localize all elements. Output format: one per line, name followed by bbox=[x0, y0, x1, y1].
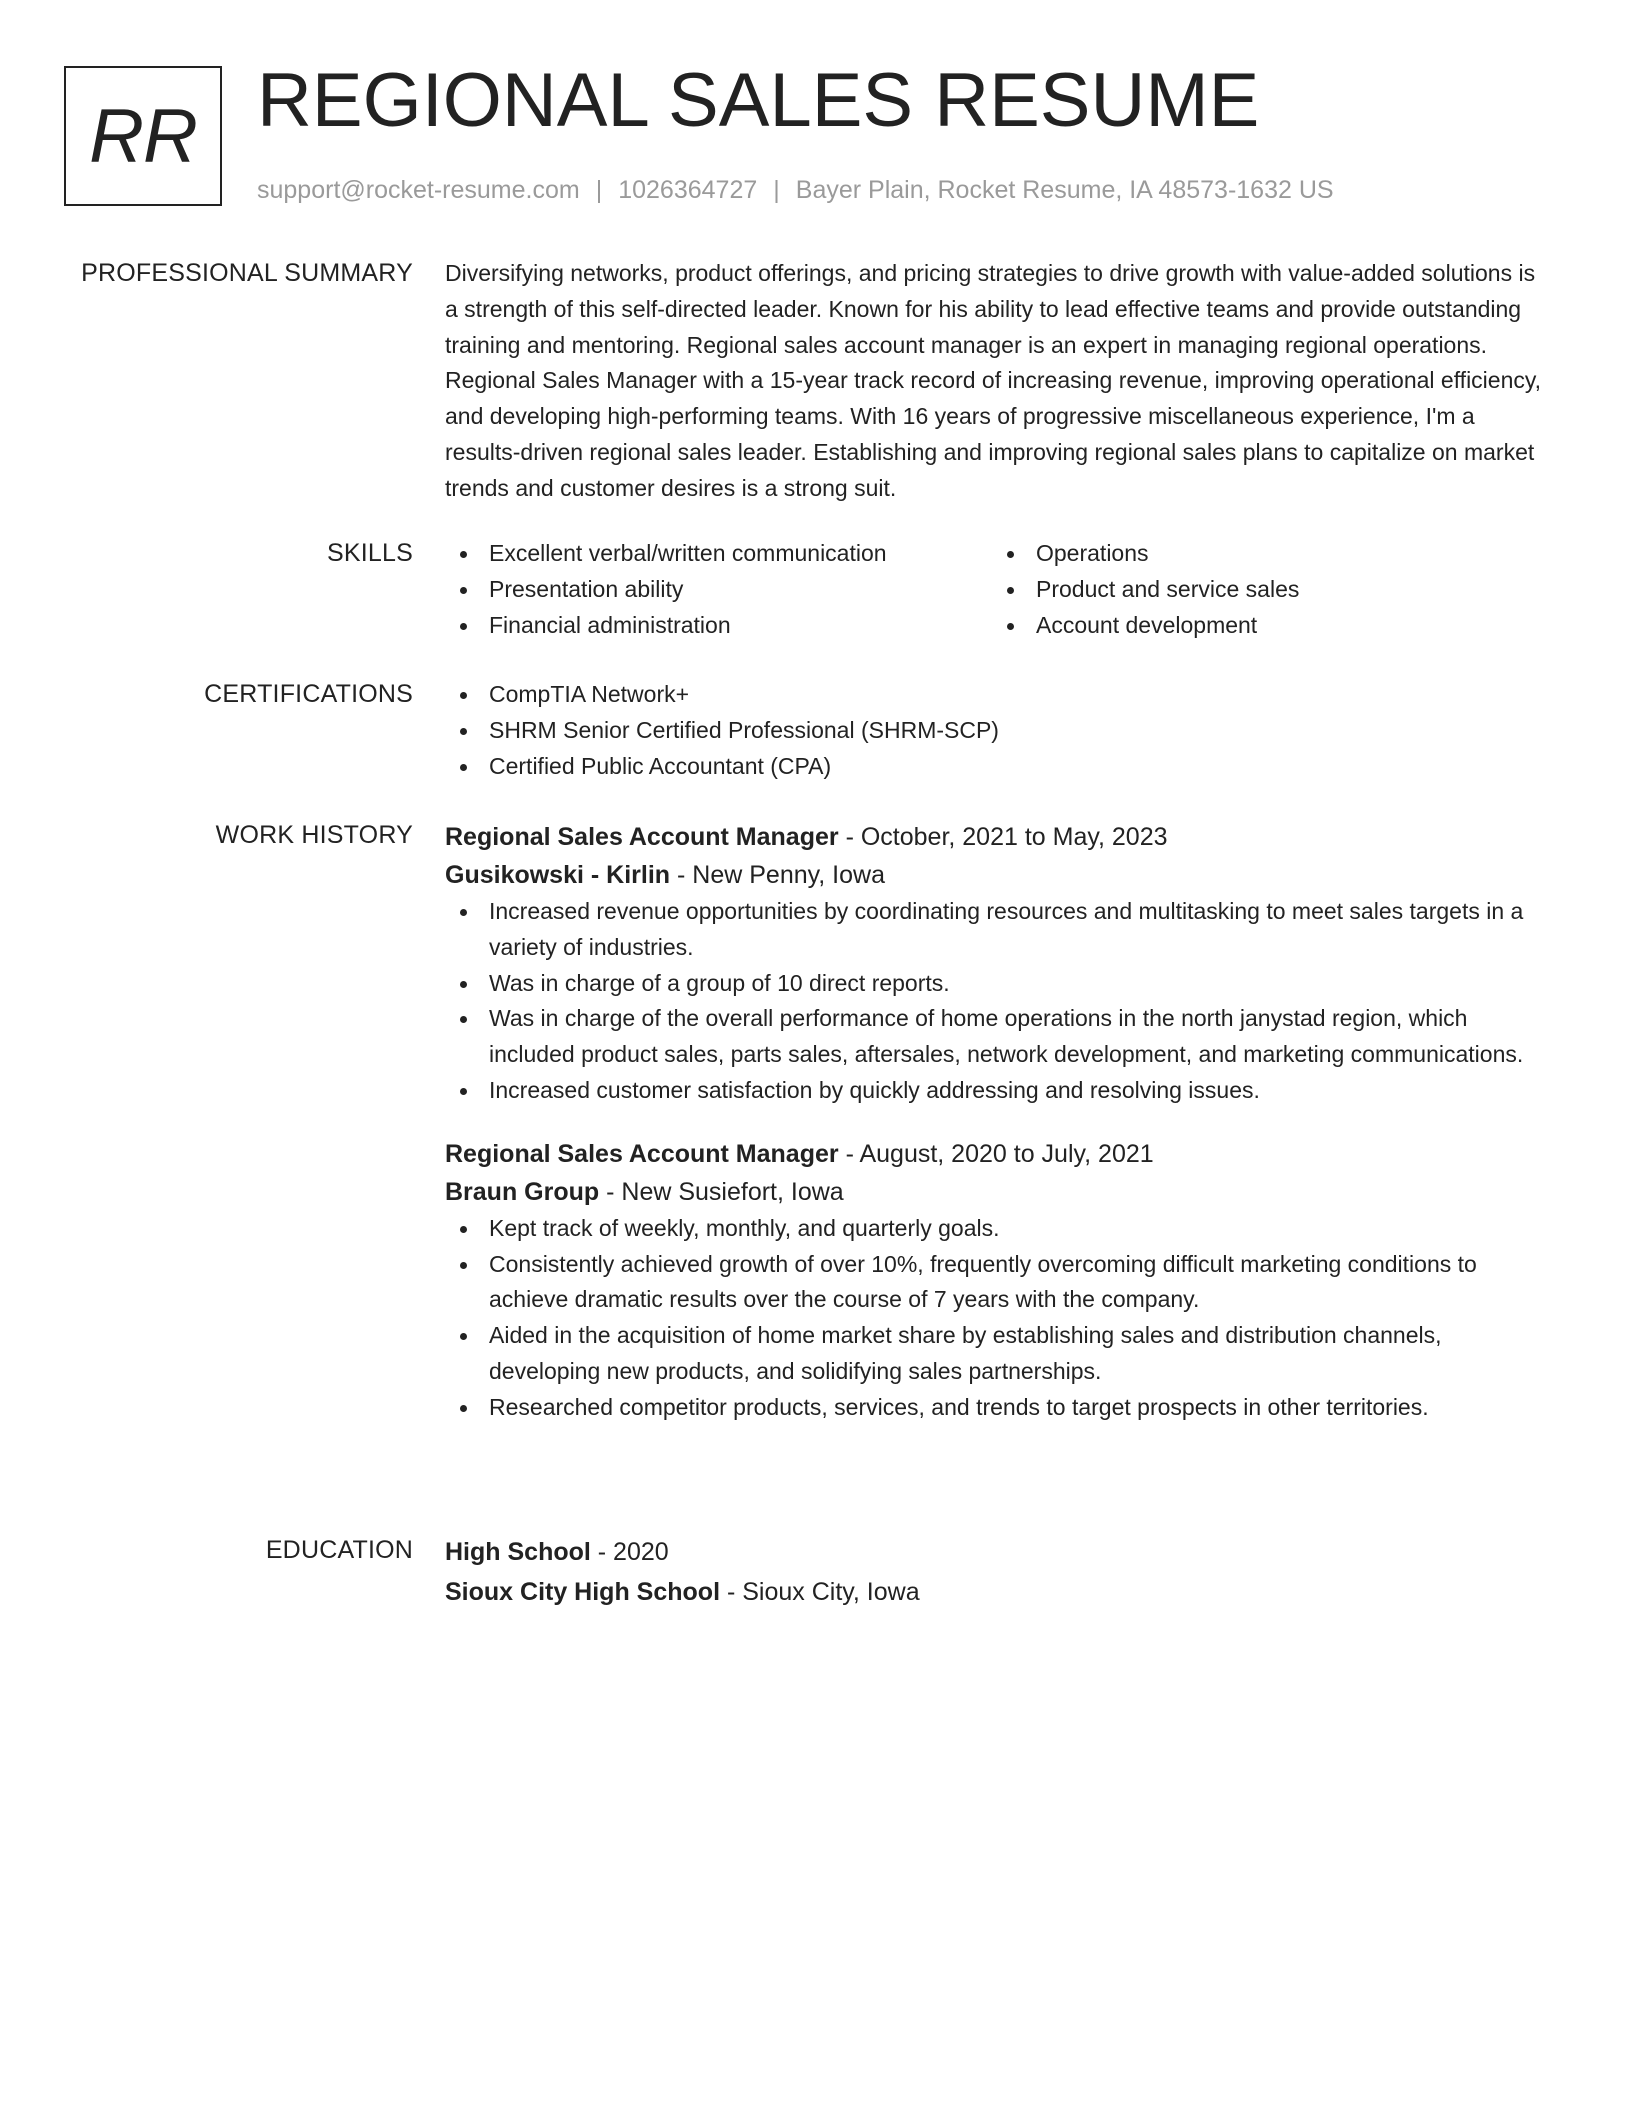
education-degree: High School bbox=[445, 1538, 591, 1566]
skills-heading: SKILLS bbox=[327, 539, 413, 567]
certification-item: SHRM Senior Certified Professional (SHRM-SCP) bbox=[445, 713, 1545, 749]
job-entry bbox=[445, 1135, 1545, 1426]
job-bullet: Kept track of weekly, monthly, and quarterly goals. bbox=[445, 1211, 1545, 1247]
education-heading: EDUCATION bbox=[265, 1536, 413, 1564]
skills-body bbox=[445, 536, 1545, 643]
certifications-body bbox=[445, 677, 1545, 784]
skills-list-left bbox=[445, 536, 992, 643]
education-body bbox=[445, 1533, 1545, 1611]
skill-item: Financial administration bbox=[445, 608, 992, 644]
skill-item: Presentation ability bbox=[445, 572, 992, 608]
job-bullet: Increased customer satisfaction by quickly addressing and resolving issues. bbox=[445, 1073, 1545, 1109]
job-bullet: Consistently achieved growth of over 10%, frequently overcoming difficult marketing conditions to achieve dramatic results over the course of 7 years with the company. bbox=[445, 1247, 1545, 1319]
monogram-logo: RR bbox=[64, 66, 222, 206]
job-title: Regional Sales Account Manager bbox=[445, 1139, 839, 1168]
contact-line bbox=[257, 174, 1334, 206]
job-bullets bbox=[445, 1211, 1545, 1426]
job-title: Regional Sales Account Manager bbox=[445, 823, 839, 851]
contact-address: Bayer Plain, Rocket Resume, IA 48573-1632 US bbox=[795, 176, 1334, 204]
education-school-line bbox=[445, 1573, 1545, 1611]
job-location: - New Susiefort, Iowa bbox=[599, 1177, 844, 1206]
job-bullets bbox=[445, 894, 1545, 1109]
job-bullet: Was in charge of the overall performance of home operations in the north janystad region, which included product sales, parts sales, aftersales, network development, and marketing communications. bbox=[445, 1001, 1545, 1073]
job-title-line bbox=[445, 1135, 1545, 1173]
work-history-body bbox=[445, 818, 1545, 1452]
certification-item: Certified Public Accountant (CPA) bbox=[445, 749, 1545, 785]
skill-item: Operations bbox=[992, 536, 1539, 572]
job-company: Braun Group bbox=[445, 1177, 600, 1206]
summary-heading: PROFESSIONAL SUMMARY bbox=[81, 259, 413, 287]
job-company-line bbox=[445, 856, 1545, 894]
skill-item: Product and service sales bbox=[992, 572, 1539, 608]
job-bullet: Researched competitor products, services, and trends to target prospects in other territories. bbox=[445, 1390, 1545, 1426]
job-title-line bbox=[445, 818, 1545, 856]
job-company-line bbox=[445, 1173, 1545, 1211]
skills-list-right bbox=[992, 536, 1539, 643]
job-bullet: Aided in the acquisition of home market share by establishing sales and distribution channels, developing new products, and solidifying sales partnerships. bbox=[445, 1318, 1545, 1390]
job-location: - New Penny, Iowa bbox=[670, 861, 885, 889]
education-degree-line bbox=[445, 1533, 1545, 1571]
skills-grid bbox=[445, 536, 1545, 643]
job-bullet: Was in charge of a group of 10 direct reports. bbox=[445, 966, 1545, 1002]
contact-separator: | bbox=[773, 176, 780, 204]
contact-email: support@rocket-resume.com bbox=[257, 176, 580, 204]
certifications-heading: CERTIFICATIONS bbox=[204, 680, 413, 708]
contact-separator: | bbox=[595, 176, 603, 204]
summary-text: Diversifying networks, product offerings, and pricing strategies to drive growth with value-added solutions is a strength of this self-directed leader. Known for his ability to lead effective teams and provide outstanding training and mentoring. Regional sales account manager is an expert in managing regional operations. Regional Sales Manager with a 15-year track record of increasing revenue, improving operational efficiency, and developing high-performing teams. With 16 years of progressive miscellaneous experience, I'm a results-driven regional sales leader. Establishing and improving regional sales plans to capitalize on market trends and customer desires is a strong suit. bbox=[445, 260, 1542, 501]
certifications-list bbox=[445, 677, 1545, 784]
education-school: Sioux City High School bbox=[445, 1578, 721, 1606]
contact-phone: 1026364727 bbox=[618, 176, 758, 204]
job-bullet: Increased revenue opportunities by coordinating resources and multitasking to meet sales targets in a variety of industries. bbox=[445, 894, 1545, 966]
education-location: - Sioux City, Iowa bbox=[720, 1578, 920, 1606]
certification-item: CompTIA Network+ bbox=[445, 677, 1545, 713]
job-dates: - October, 2021 to May, 2023 bbox=[838, 823, 1168, 851]
resume-title: REGIONAL SALES RESUME bbox=[257, 58, 1260, 143]
job-dates: - August, 2020 to July, 2021 bbox=[838, 1139, 1154, 1168]
skill-item: Account development bbox=[992, 608, 1539, 644]
summary-body bbox=[445, 256, 1545, 507]
job-company: Gusikowski - Kirlin bbox=[445, 861, 671, 889]
work-history-heading: WORK HISTORY bbox=[215, 821, 413, 849]
skill-item: Excellent verbal/written communication bbox=[445, 536, 992, 572]
job-entry bbox=[445, 818, 1545, 1109]
education-year: - 2020 bbox=[590, 1538, 669, 1566]
